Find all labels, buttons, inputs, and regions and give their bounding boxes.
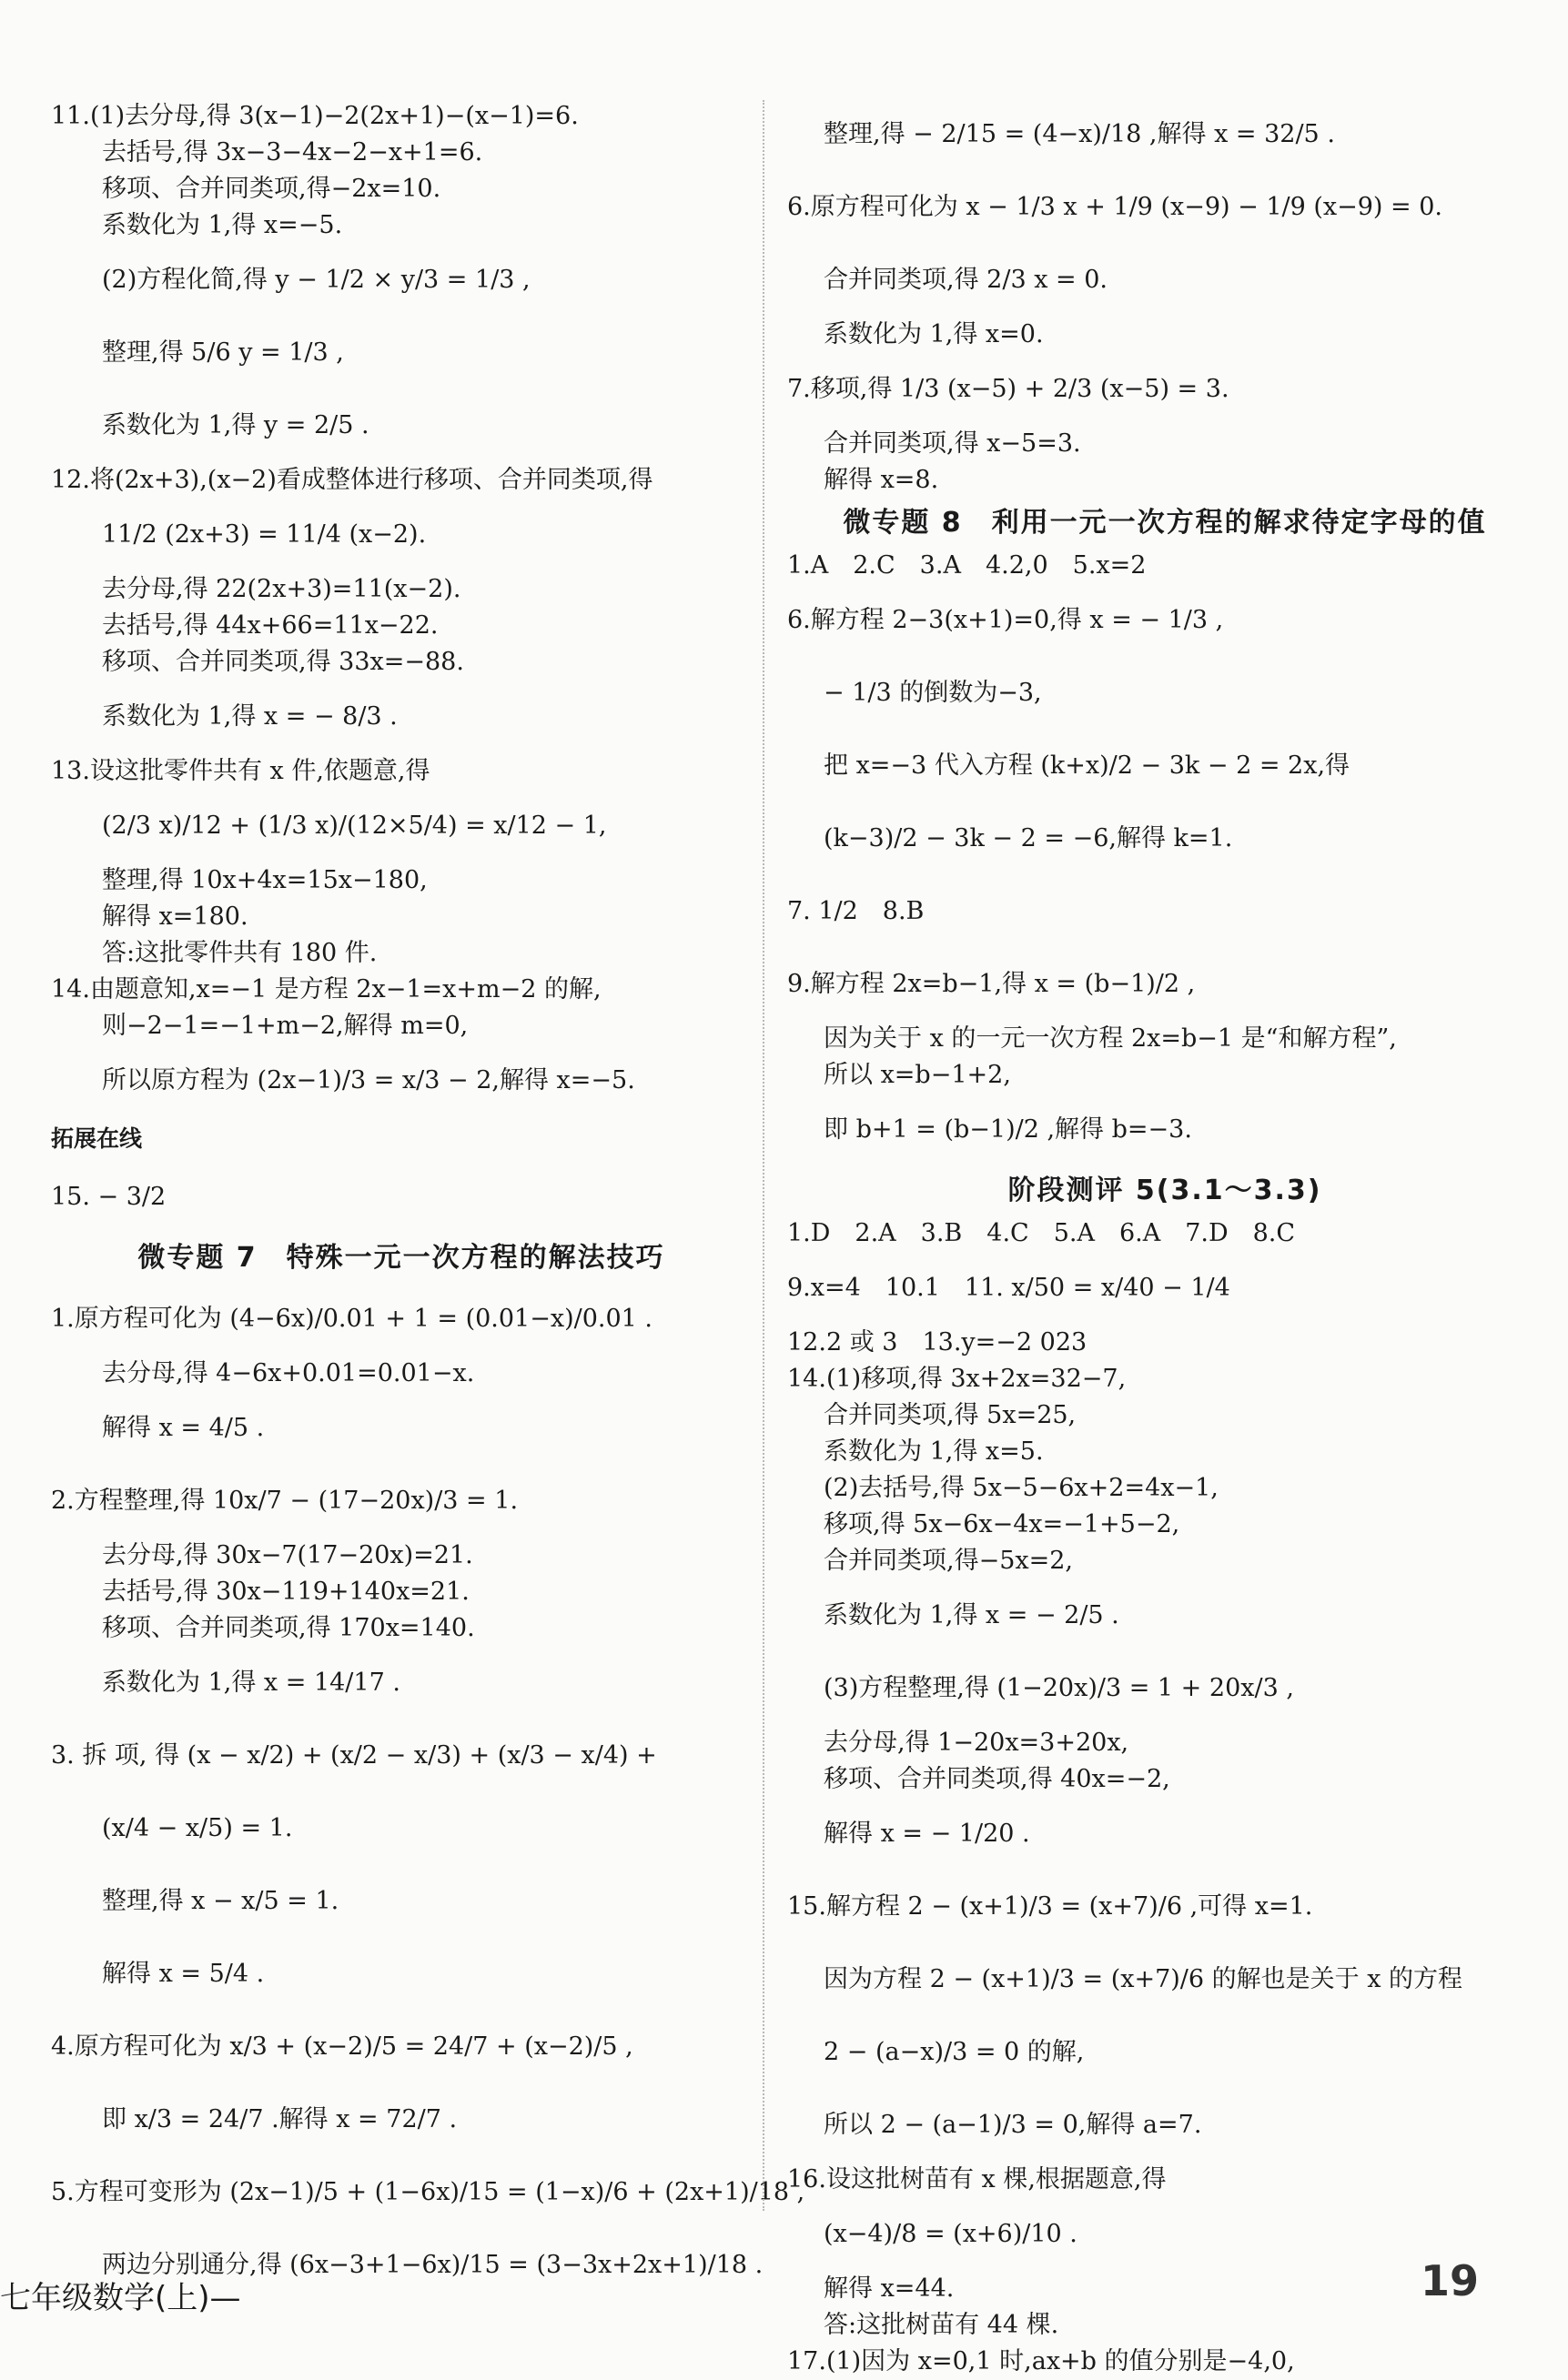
answer-line: 12.2 或 3 13.y=−2 023 <box>787 1328 1087 1356</box>
answer-line: 系数化为 1,得 x=−5. <box>102 211 343 239</box>
answer-line: 4.原方程可化为 x/3 + (x−2)/5 = 24/7 + (x−2)/5 , <box>51 2032 633 2061</box>
answer-line: 把 x=−3 代入方程 (k+x)/2 − 3k − 2 = 2x,得 <box>824 751 1351 780</box>
answer-line: 合并同类项,得 x−5=3. <box>824 429 1081 458</box>
answer-line: 6.解方程 2−3(x+1)=0,得 x = − 1/3 , <box>787 606 1224 634</box>
subsection-heading: 拓展在线 <box>51 1125 143 1152</box>
answer-line: 整理,得 x − x/5 = 1. <box>102 1887 339 1915</box>
answer-line: 系数化为 1,得 x = − 2/5 . <box>824 1601 1119 1629</box>
answer-line: 7. 1/2 8.B <box>787 897 925 925</box>
answer-line: 移项、合并同类项,得 40x=−2, <box>824 1765 1170 1793</box>
answer-line: 解得 x=44. <box>824 2274 955 2303</box>
answer-line: 12.将(2x+3),(x−2)看成整体进行移项、合并同类项,得 <box>51 466 653 494</box>
answer-line: 解得 x = 4/5 . <box>102 1414 265 1442</box>
answer-line: (3)方程整理,得 (1−20x)/3 = 1 + 20x/3 , <box>824 1674 1294 1702</box>
answer-line: 9.x=4 10.1 11. x/50 = x/40 − 1/4 <box>787 1274 1230 1302</box>
answer-line: 3. 拆 项, 得 (x − x/2) + (x/2 − x/3) + (x/3 − x/4) + <box>51 1741 657 1770</box>
answer-line: 1.原方程可化为 (4−6x)/0.01 + 1 = (0.01−x)/0.01 . <box>51 1305 652 1333</box>
answer-line: 去分母,得 22(2x+3)=11(x−2). <box>102 575 461 603</box>
column-divider <box>763 100 765 2211</box>
answer-line: 移项、合并同类项,得 170x=140. <box>102 1614 475 1642</box>
answer-line: 13.设这批零件共有 x 件,依题意,得 <box>51 757 430 785</box>
answer-line: (k−3)/2 − 3k − 2 = −6,解得 k=1. <box>824 824 1233 852</box>
answer-line: 15. − 3/2 <box>51 1183 167 1211</box>
answer-line: 合并同类项,得 2/3 x = 0. <box>824 266 1108 294</box>
answer-line: 去分母,得 1−20x=3+20x, <box>824 1729 1129 1757</box>
answer-line: 两边分别通分,得 (6x−3+1−6x)/15 = (3−3x+2x+1)/18 . <box>102 2251 764 2279</box>
answer-line: 去括号,得 44x+66=11x−22. <box>102 611 439 640</box>
answer-line: 系数化为 1,得 y = 2/5 . <box>102 411 369 439</box>
answer-line: 6.原方程可化为 x − 1/3 x + 1/9 (x−9) − 1/9 (x−9) = 0. <box>787 193 1443 221</box>
answer-line: 系数化为 1,得 x = 14/17 . <box>102 1669 400 1697</box>
answer-line: 14.由题意知,x=−1 是方程 2x−1=x+m−2 的解, <box>51 975 602 1003</box>
answer-line: 因为关于 x 的一元一次方程 2x=b−1 是“和解方程”, <box>824 1024 1397 1053</box>
answer-line: 系数化为 1,得 x = − 8/3 . <box>102 702 398 731</box>
footer-label: 七年级数学(上)— <box>0 2280 241 2316</box>
answer-line: 移项、合并同类项,得−2x=10. <box>102 175 441 203</box>
page-number: 19 <box>1420 2256 1479 2305</box>
answer-line: 14.(1)移项,得 3x+2x=32−7, <box>787 1365 1127 1393</box>
answer-line: 因为方程 2 − (x+1)/3 = (x+7)/6 的解也是关于 x 的方程 <box>824 1965 1463 1993</box>
answer-line: 去分母,得 30x−7(17−20x)=21. <box>102 1541 473 1569</box>
answer-line: 即 x/3 = 24/7 .解得 x = 72/7 . <box>102 2105 458 2133</box>
answer-line: 合并同类项,得 5x=25, <box>824 1401 1077 1429</box>
answer-line: 7.移项,得 1/3 (x−5) + 2/3 (x−5) = 3. <box>787 375 1229 403</box>
section-heading: 微专题 8 利用一元一次方程的解求待定字母的值 <box>843 507 1487 539</box>
answer-line: 答:这批树苗有 44 棵. <box>824 2311 1059 2339</box>
answer-line: 解得 x = 5/4 . <box>102 1960 265 1988</box>
answer-line: 系数化为 1,得 x=5. <box>824 1437 1044 1466</box>
answer-line: (2)方程化简,得 y − 1/2 × y/3 = 1/3 , <box>102 266 531 294</box>
left-column <box>51 98 805 2302</box>
answer-line: (2)去括号,得 5x−5−6x+2=4x−1, <box>824 1474 1219 1502</box>
answer-line: (x/4 − x/5) = 1. <box>102 1814 293 1842</box>
answer-line: 去括号,得 3x−3−4x−2−x+1=6. <box>102 138 483 166</box>
answer-line: 答:这批零件共有 180 件. <box>102 939 378 967</box>
answer-line: 解得 x=180. <box>102 903 248 931</box>
answer-line: 5.方程可变形为 (2x−1)/5 + (1−6x)/15 = (1−x)/6 + (2x+1)/18 , <box>51 2178 805 2206</box>
answer-line: 移项、合并同类项,得 33x=−88. <box>102 648 464 676</box>
answer-line: 整理,得 5/6 y = 1/3 , <box>102 338 344 367</box>
answer-line: 9.解方程 2x=b−1,得 x = (b−1)/2 , <box>787 970 1196 998</box>
answer-line: (2/3 x)/12 + (1/3 x)/(12×5/4) = x/12 − 1, <box>102 812 607 840</box>
answer-line: 11.(1)去分母,得 3(x−1)−2(2x+1)−(x−1)=6. <box>51 102 579 130</box>
answer-line: 2 − (a−x)/3 = 0 的解, <box>824 2038 1085 2066</box>
section-heading: 阶段测评 5(3.1～3.3) <box>1007 1175 1322 1206</box>
answer-line: 合并同类项,得−5x=2, <box>824 1547 1073 1575</box>
answer-line: (x−4)/8 = (x+6)/10 . <box>824 2220 1077 2248</box>
answer-line: 解得 x=8. <box>824 466 939 494</box>
answer-line: 2.方程整理,得 10x/7 − (17−20x)/3 = 1. <box>51 1487 519 1515</box>
answer-line: 1.D 2.A 3.B 4.C 5.A 6.A 7.D 8.C <box>787 1219 1296 1247</box>
answer-line: 17.(1)因为 x=0,1 时,ax+b 的值分别是−4,0, <box>787 2347 1295 2375</box>
answer-line: 1.A 2.C 3.A 4.2,0 5.x=2 <box>787 551 1147 580</box>
answer-line: 所以 x=b−1+2, <box>824 1061 1011 1089</box>
answer-line: 则−2−1=−1+m−2,解得 m=0, <box>102 1012 469 1040</box>
answer-line: 解得 x = − 1/20 . <box>824 1820 1030 1848</box>
right-column <box>787 98 1543 2380</box>
answer-line: 15.解方程 2 − (x+1)/3 = (x+7)/6 ,可得 x=1. <box>787 1892 1313 1921</box>
answer-line: 整理,得 10x+4x=15x−180, <box>102 866 428 894</box>
answer-line: 移项,得 5x−6x−4x=−1+5−2, <box>824 1510 1180 1538</box>
section-heading: 微专题 7 特殊一元一次方程的解法技巧 <box>137 1242 665 1274</box>
answer-line: 即 b+1 = (b−1)/2 ,解得 b=−3. <box>824 1115 1192 1144</box>
answer-line: 去括号,得 30x−119+140x=21. <box>102 1578 470 1606</box>
answer-line: 11/2 (2x+3) = 11/4 (x−2). <box>102 520 427 549</box>
answer-line: 整理,得 − 2/15 = (4−x)/18 ,解得 x = 32/5 . <box>824 120 1335 148</box>
answer-line: 系数化为 1,得 x=0. <box>824 320 1044 348</box>
answer-line: 所以 2 − (a−1)/3 = 0,解得 a=7. <box>824 2111 1202 2139</box>
answer-line: 16.设这批树苗有 x 棵,根据题意,得 <box>787 2165 1167 2193</box>
answer-line: 所以原方程为 (2x−1)/3 = x/3 − 2,解得 x=−5. <box>102 1066 635 1094</box>
answer-line: 去分母,得 4−6x+0.01=0.01−x. <box>102 1359 475 1387</box>
answer-line: − 1/3 的倒数为−3, <box>824 679 1042 707</box>
